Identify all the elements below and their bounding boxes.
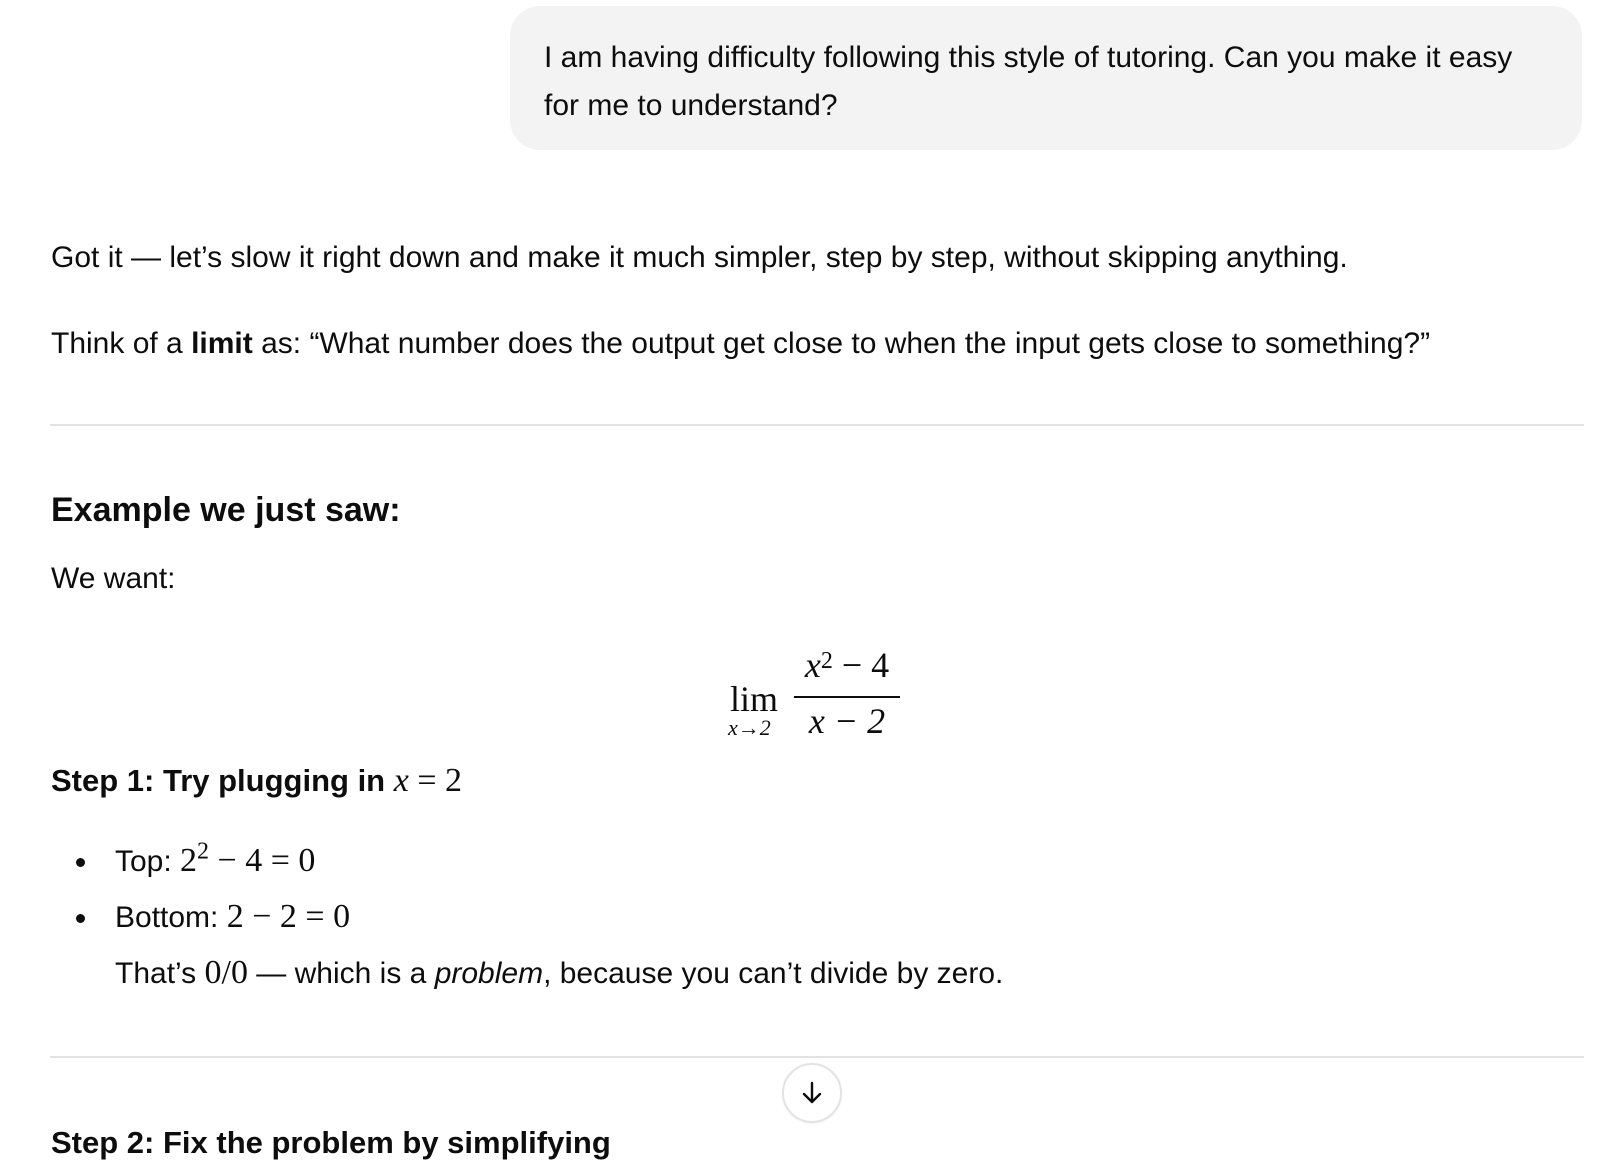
fraction-numerator — [794, 645, 900, 685]
bullet-dot — [76, 858, 85, 867]
bullet-top — [115, 838, 316, 882]
user-message-bubble — [510, 6, 1582, 150]
numerator-base: x — [804, 645, 821, 685]
step1-heading-text: Step 1: Try plugging in — [51, 763, 394, 798]
limit-equation — [728, 645, 928, 745]
section-divider — [50, 424, 1584, 426]
we-want-text: We want: — [51, 562, 176, 595]
bullet-top-label: Top: — [115, 845, 181, 878]
step1-heading-var: x — [393, 762, 409, 799]
note-math: 0/0 — [204, 954, 248, 991]
step1-note — [115, 953, 1003, 994]
step2-heading: Step 2: Fix the problem by simplifying — [51, 1125, 611, 1160]
step1-heading-math-rest: = 2 — [408, 762, 463, 799]
assistant-intro: Got it — let’s slow it right down and make it much simpler, step by step, without skipping anything. — [51, 241, 1348, 274]
fraction-bar — [794, 696, 900, 698]
example-heading: Example we just saw: — [51, 491, 401, 529]
bullet-bottom-label: Bottom: — [115, 901, 227, 934]
limit-definition — [51, 324, 1430, 364]
top-math-rest: − 4 = 0 — [209, 842, 316, 879]
lim-subscript — [728, 715, 771, 741]
note-middle: — which is a — [247, 957, 435, 990]
lim-subscript-text: x→2 — [728, 715, 771, 740]
bullet-bottom-math: 2 − 2 = 0 — [226, 898, 351, 935]
fraction-denominator — [794, 701, 900, 741]
bullet-bottom — [115, 897, 350, 938]
step1-heading — [51, 760, 462, 802]
step1-heading-math — [394, 762, 462, 799]
scroll-to-bottom-button[interactable] — [782, 1063, 842, 1123]
note-italic: problem — [434, 957, 544, 990]
bullet-top-math — [180, 838, 316, 879]
definition-suffix: as: “What number does the output get close to when the input gets close to something?” — [252, 327, 1431, 360]
arrow-down-icon — [797, 1078, 827, 1108]
numerator-exponent: 2 — [820, 648, 833, 674]
top-math-base: 2 — [180, 842, 198, 879]
numerator-rest: − 4 — [832, 645, 890, 685]
lim-operator: lim — [730, 679, 779, 719]
denominator-text: x − 2 — [808, 701, 886, 741]
bullet-dot — [76, 914, 85, 923]
top-math-exponent: 2 — [197, 838, 210, 865]
user-message-text: I am having difficulty following this style of tutoring. Can you make it easy for me to understand? — [544, 41, 1513, 122]
section-divider — [50, 1056, 1584, 1058]
definition-bold-term: limit — [191, 327, 253, 360]
note-suffix: , because you can’t divide by zero. — [543, 957, 1004, 990]
note-prefix: That’s — [115, 957, 205, 990]
definition-prefix: Think of a — [51, 327, 192, 360]
